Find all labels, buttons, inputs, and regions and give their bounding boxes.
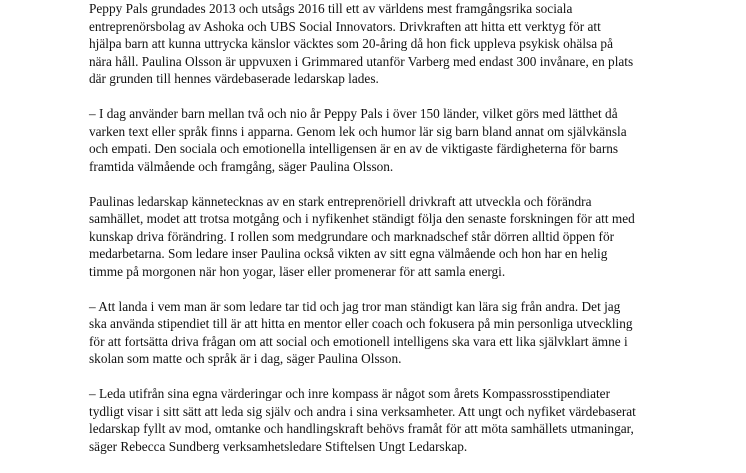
text-line: ledarskap fyllt av mod, omtanke och handlingskraft behövs framåt för att möta samhällets utmaningar, — [89, 421, 634, 436]
text-line: medarbetarna. Som ledare inser Paulina också vikten av sitt egna välmående och hon har en helig — [89, 246, 608, 261]
text-line: timme på morgonen när hon yogar, läser eller promenerar för att samla energi. — [89, 263, 506, 279]
text-line: entreprenörsbolag av Ashoka och UBS Social Innovators. Drivkraften att hitta ett verktyg för att — [89, 18, 601, 34]
text-line: framtida välmående och framgång, säger Paulina Olsson. — [89, 158, 394, 174]
paragraph-1 — [89, 0, 679, 88]
text-line: skolan som matte och språk är i dag, säger Paulina Olsson. — [89, 351, 402, 366]
text-line: nära håll. Paulina Olsson är uppvuxen i Grimmared utanför Varberg med endast 300 invånare, en plats — [89, 53, 634, 69]
paragraph-4 — [89, 298, 679, 368]
text-line: kunskap driva förändring. I rollen som medgrundare och marknadschef står dörren alltid öppen för — [89, 228, 615, 244]
text-line: Peppy Pals grundades 2013 och utsågs 2016 till ett av världens mest framgångsrika sociala — [89, 1, 573, 16]
text-line: hjälpa barn att kunna uttrycka känslor väcktes som 20-åring då hon fick uppleva psykisk ohälsa på — [89, 36, 613, 51]
text-line: varken text eller språk finns i apparna. Genom lek och humor lär sig barn bland annat om självkänsla — [89, 123, 627, 139]
text-line: – I dag använder barn mellan två och nio år Peppy Pals i över 150 länder, vilket görs med lätthet då — [89, 106, 618, 121]
text-line: – Att landa i vem man är som ledare tar tid och jag tror man ständigt kan lära sig från andra. Det jag — [89, 298, 621, 314]
text-line: säger Rebecca Sundberg verksamhetsledare Stiftelsen Ungt Ledarskap. — [89, 438, 468, 454]
paragraph-2 — [89, 105, 679, 175]
text-line: och empati. Den sociala och emotionella intelligensen är en av de viktigaste färdigheterna för barns — [89, 141, 619, 156]
text-line: tydligt visar i sitt sätt att leda sig själv och andra i sina verksamheter. Att ungt och nyfiket värdebaserat — [89, 403, 636, 419]
document-page — [89, 0, 679, 473]
text-line: samhället, modet att trotsa motgång och i nyfikenhet ständigt följa den senaste forskningen för att med — [89, 211, 635, 226]
text-line: ska använda stipendiet till är att hitta en mentor eller coach och fokusera på min personliga utveckling — [89, 316, 633, 331]
text-line: – Leda utifrån sina egna värderingar och inre kompass är något som årets Kompassrosstipendiater — [89, 386, 611, 401]
paragraph-3 — [89, 193, 679, 281]
text-line: Paulinas ledarskap kännetecknas av en stark entreprenöriell drivkraft att utveckla och förändra — [89, 193, 592, 209]
text-line: för att fortsätta driva frågan om att social och emotionell intelligens ska vara ett lika självklart ämne i — [89, 333, 628, 349]
paragraph-5 — [89, 385, 679, 455]
text-line: där grunden till hennes värdebaserade ledarskap lades. — [89, 71, 379, 86]
